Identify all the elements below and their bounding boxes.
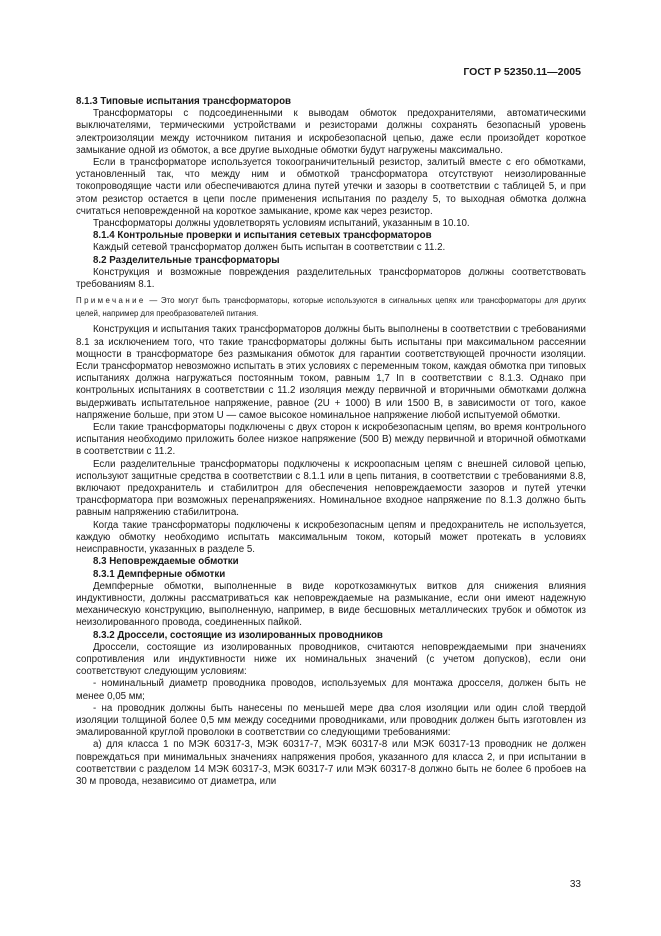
standard-header: ГОСТ Р 52350.11—2005 bbox=[463, 66, 581, 78]
paragraph: Когда такие трансформаторы подключены к искробезопасным цепям и предохранитель не используется, каждую обмотку необходимо испытать максимальным током, который может протекать в условиях неисправности, указанных в разделе 5. bbox=[76, 519, 586, 556]
section-heading: 8.1.3 Типовые испытания трансформаторов bbox=[76, 96, 292, 107]
paragraph: Если такие трансформаторы подключены с двух сторон к искробезопасным цепям, во время контрольного испытания необходимо приложить более низкое напряжение (500 В) между первичной и вторичной обмотками в соответствии с 11.2. bbox=[76, 422, 586, 458]
paragraph: Трансформаторы с подсоединенными к выводам обмоток предохранителями, автоматическими выключателями, термическими устройствами и резисторами должны сохранять безопасный уровень электроизоляции между источником питания и искробезопасной цепью, даже если произойдет короткое замыкание одной из обмоток, а все другие выходные обмотки будут нагружены максимально. bbox=[76, 108, 586, 156]
note-text: — Это могут быть трансформаторы, которые используются в сигнальных цепях или трансформаторы для других целей, например для преобразователей питания. bbox=[76, 296, 586, 318]
paragraph: Если в трансформаторе используется токоограничительный резистор, залитый вместе с его обмотками, установленный так, что между ним и обмоткой трансформатора отсутствуют неизолированные токопроводящие части или обеспечиваются длина путей утечки и зазоры в соответствии с таблицей 5, и при этом резистор остается в цепи после применения испытания по разделу 5, то выходная обмотка должна считаться неповрежденной на короткое замыкание, кроме как через резистор. bbox=[76, 157, 586, 217]
paragraph: Если разделительные трансформаторы подключены к искроопасным цепям с внешней силовой цепью, используют защитные средства в соответствии с 8.1.1 или в цепь питания, в соответствии с требованиями 8.8, включают предохранитель и стабилитрон для обеспечения неповреждаемости зазоров и путей утечки трансформатора при возможных перенапряжениях. Номинальное входное напряжение по 8.1.3 должно быть равным напряжению стабилитрона. bbox=[76, 458, 586, 519]
list-item: а) для класса 1 по МЭК 60317-3, МЭК 60317-7, МЭК 60317-8 или МЭК 60317-13 проводник не должен повреждаться при минимальных значениях напряжения пробоя, указанного для класса 2, и при испытании в соответствии с разделом 14 МЭК 60317-3, МЭК 60317-7 или МЭК 60317-8 должно быть не более 6 пробоев на 30 м провода, независимо от диаметра, или bbox=[76, 739, 586, 787]
list-item: - номинальный диаметр проводника проводов, используемых для монтажа дросселя, должен быть не менее 0,05 мм; bbox=[76, 678, 586, 702]
note-label: Примечание bbox=[76, 296, 146, 306]
paragraph: Дроссели, состоящие из изолированных проводников, считаются неповреждаемыми при значениях сопротивления или индуктивности ниже их номинальных значений (с учетом допусков), если они соответствуют следующим условиям: bbox=[76, 641, 586, 678]
section-heading: 8.3.1 Демпферные обмотки bbox=[93, 568, 226, 580]
page-number: 33 bbox=[569, 879, 581, 890]
paragraph: Каждый сетевой трансформатор должен быть испытан в соответствии с 11.2. bbox=[93, 242, 446, 254]
paragraph: Трансформаторы должны удовлетворять условиям испытаний, указанным в 10.10. bbox=[93, 218, 470, 230]
section-heading: 8.2 Разделительные трансформаторы bbox=[93, 254, 280, 266]
paragraph: Конструкция и возможные повреждения разделительных трансформаторов должны соответствовать требованиям 8.1. bbox=[76, 266, 586, 291]
section-heading: 8.3 Неповреждаемые обмотки bbox=[93, 556, 239, 568]
list-item: - на проводник должны быть нанесены по меньшей мере два слоя изоляции или один слой твердой изоляции толщиной более 0,5 мм между соседними проводниками, или проводник должен быть изготовлен из эмалированной круглой проволоки в соответствии со следующими требованиями: bbox=[76, 702, 586, 739]
document-body bbox=[76, 96, 586, 788]
paragraph: Конструкция и испытания таких трансформаторов должны быть выполнены в соответствии с требованиями 8.1 за исключением того, что такие трансформаторы должны быть испытаны при максимальном рассеянии мощности в трансформаторе без размыкания обмоток для гарантии соответствующей прочности изоляции. Если трансформатор невозможно испытать в этих условиях с переменным током, каждая обмотка при типовых испытаниях должна нагружаться постоянным током, равным 1,7 Iп в соответствии с 8.1.3. Однако при контрольных испытаниях в соответствии с 11.2 изоляция между первичной и вторичными обмотками должна выдерживать испытательное напряжение, равное (2U + 1000) В или 1500 В, в зависимости от того, какое напряжение больше, при этом U — самое высокое номинальное напряжение любой испытуемой обмотки. bbox=[76, 324, 586, 421]
section-heading: 8.1.4 Контрольные проверки и испытания сетевых трансформаторов bbox=[93, 230, 432, 242]
note bbox=[76, 295, 586, 320]
paragraph: Демпферные обмотки, выполненные в виде короткозамкнутых витков для снижения влияния индуктивности, должны рассматриваться как неповреждаемые на размыкание, если они имеют надежную механическую конструкцию, выполненную, например, в виде бесшовных металлических трубок и обмоток из неизолированного провода, соединенных пайкой. bbox=[76, 580, 586, 629]
section-heading: 8.3.2 Дроссели, состоящие из изолированных проводников bbox=[93, 629, 383, 641]
